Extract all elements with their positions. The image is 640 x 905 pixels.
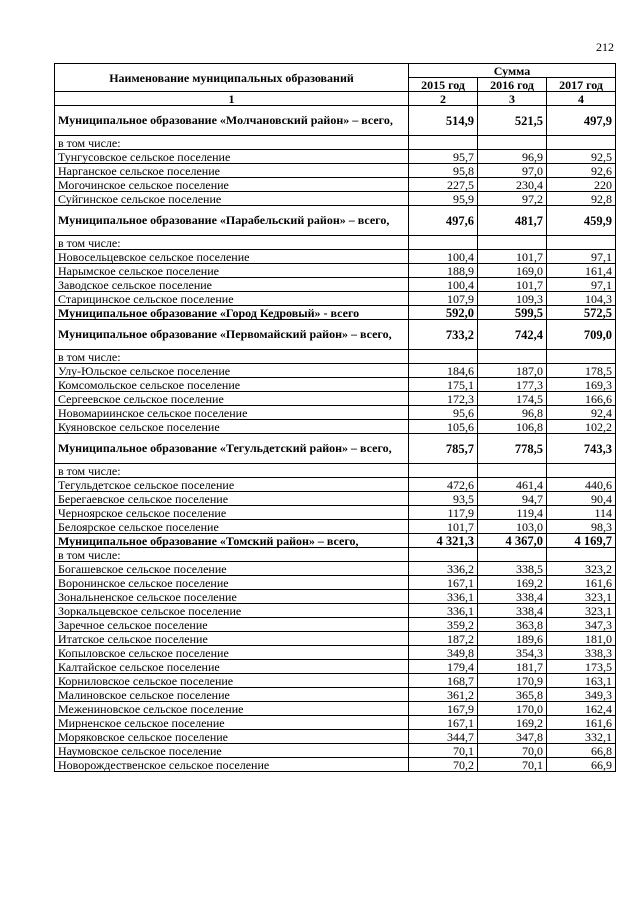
value-2017-cell: 169,3 bbox=[547, 378, 616, 392]
table-row bbox=[55, 406, 616, 420]
value-2015-cell: 175,1 bbox=[409, 378, 478, 392]
table-row bbox=[55, 590, 616, 604]
municipality-name-cell: Заречное сельское поселение bbox=[55, 618, 409, 632]
table-row bbox=[55, 604, 616, 618]
value-2017-cell: 338,3 bbox=[547, 646, 616, 660]
municipality-name-cell: Куяновское сельское поселение bbox=[55, 420, 409, 434]
value-2015-cell: 172,3 bbox=[409, 392, 478, 406]
municipality-name-cell: Калтайское сельское поселение bbox=[55, 660, 409, 674]
value-2017-cell: 572,5 bbox=[547, 306, 616, 320]
value-2016-cell: 354,3 bbox=[478, 646, 547, 660]
value-2015-cell: 100,4 bbox=[409, 278, 478, 292]
value-2015-cell bbox=[409, 136, 478, 150]
value-2015-cell: 100,4 bbox=[409, 250, 478, 264]
table-body bbox=[55, 106, 616, 772]
table-row bbox=[55, 520, 616, 534]
table-row bbox=[55, 618, 616, 632]
table-row bbox=[55, 702, 616, 716]
subheading-cell: в том числе: bbox=[55, 350, 409, 364]
value-2017-cell: 90,4 bbox=[547, 492, 616, 506]
value-2016-cell: 119,4 bbox=[478, 506, 547, 520]
value-2016-cell: 103,0 bbox=[478, 520, 547, 534]
value-2017-cell bbox=[547, 548, 616, 562]
value-2015-cell: 70,1 bbox=[409, 744, 478, 758]
value-2017-cell: 743,3 bbox=[547, 434, 616, 464]
value-2017-cell: 347,3 bbox=[547, 618, 616, 632]
value-2017-cell: 104,3 bbox=[547, 292, 616, 306]
value-2016-cell bbox=[478, 136, 547, 150]
value-2016-cell bbox=[478, 548, 547, 562]
municipality-name-cell: Берегаевское сельское поселение bbox=[55, 492, 409, 506]
table-row bbox=[55, 646, 616, 660]
value-2015-cell bbox=[409, 350, 478, 364]
budget-table bbox=[54, 63, 616, 772]
header-year-2017: 2017 год bbox=[547, 78, 616, 92]
value-2015-cell: 95,6 bbox=[409, 406, 478, 420]
value-2015-cell: 785,7 bbox=[409, 434, 478, 464]
value-2017-cell: 4 169,7 bbox=[547, 534, 616, 548]
table-row bbox=[55, 392, 616, 406]
municipality-name-cell: Сергеевское сельское поселение bbox=[55, 392, 409, 406]
table-row bbox=[55, 674, 616, 688]
value-2015-cell: 188,9 bbox=[409, 264, 478, 278]
municipality-name-cell: Новомариинское сельское поселение bbox=[55, 406, 409, 420]
value-2015-cell: 167,1 bbox=[409, 716, 478, 730]
value-2016-cell: 187,0 bbox=[478, 364, 547, 378]
value-2017-cell: 114 bbox=[547, 506, 616, 520]
table-row bbox=[55, 420, 616, 434]
table-row bbox=[55, 506, 616, 520]
municipality-name-cell: Итатское сельское поселение bbox=[55, 632, 409, 646]
value-2017-cell: 161,6 bbox=[547, 716, 616, 730]
value-2016-cell: 521,5 bbox=[478, 106, 547, 136]
table-row bbox=[55, 106, 616, 136]
municipality-name-cell: Нарымское сельское поселение bbox=[55, 264, 409, 278]
table-row bbox=[55, 350, 616, 364]
table-row bbox=[55, 576, 616, 590]
value-2016-cell: 101,7 bbox=[478, 250, 547, 264]
value-2017-cell: 459,9 bbox=[547, 206, 616, 236]
table-row bbox=[55, 320, 616, 350]
column-index: 2 bbox=[409, 92, 478, 106]
subheading-cell: в том числе: bbox=[55, 464, 409, 478]
table-row bbox=[55, 716, 616, 730]
header-sum: Сумма bbox=[409, 64, 616, 78]
value-2017-cell: 161,6 bbox=[547, 576, 616, 590]
value-2016-cell: 96,8 bbox=[478, 406, 547, 420]
value-2016-cell: 169,0 bbox=[478, 264, 547, 278]
value-2016-cell: 97,0 bbox=[478, 164, 547, 178]
value-2015-cell: 167,1 bbox=[409, 576, 478, 590]
table-row bbox=[55, 464, 616, 478]
value-2017-cell: 163,1 bbox=[547, 674, 616, 688]
subheading-cell: в том числе: bbox=[55, 136, 409, 150]
value-2015-cell: 167,9 bbox=[409, 702, 478, 716]
column-index: 1 bbox=[55, 92, 409, 106]
value-2016-cell: 177,3 bbox=[478, 378, 547, 392]
header-year-2016: 2016 год bbox=[478, 78, 547, 92]
value-2016-cell: 70,0 bbox=[478, 744, 547, 758]
municipality-name-cell: Богашевское сельское поселение bbox=[55, 562, 409, 576]
value-2017-cell: 497,9 bbox=[547, 106, 616, 136]
value-2016-cell: 481,7 bbox=[478, 206, 547, 236]
value-2015-cell: 349,8 bbox=[409, 646, 478, 660]
table-row bbox=[55, 136, 616, 150]
table-row bbox=[55, 478, 616, 492]
value-2016-cell: 599,5 bbox=[478, 306, 547, 320]
value-2016-cell: 461,4 bbox=[478, 478, 547, 492]
table-row bbox=[55, 278, 616, 292]
municipality-name-cell: Моряковское сельское поселение bbox=[55, 730, 409, 744]
value-2015-cell: 184,6 bbox=[409, 364, 478, 378]
value-2016-cell: 101,7 bbox=[478, 278, 547, 292]
municipality-name-cell: Могочинское сельское поселение bbox=[55, 178, 409, 192]
municipality-name-cell: Муниципальное образование «Первомайский район» – всего, bbox=[55, 320, 409, 350]
value-2017-cell: 92,4 bbox=[547, 406, 616, 420]
page-number: 212 bbox=[596, 40, 614, 54]
value-2016-cell: 109,3 bbox=[478, 292, 547, 306]
value-2015-cell: 117,9 bbox=[409, 506, 478, 520]
value-2016-cell: 106,8 bbox=[478, 420, 547, 434]
value-2015-cell: 361,2 bbox=[409, 688, 478, 702]
municipality-name-cell: Муниципальное образование «Томский район» – всего, bbox=[55, 534, 409, 548]
value-2015-cell: 592,0 bbox=[409, 306, 478, 320]
municipality-name-cell: Заводское сельское поселение bbox=[55, 278, 409, 292]
table-row bbox=[55, 548, 616, 562]
municipality-name-cell: Копыловское сельское поселение bbox=[55, 646, 409, 660]
header-year-2015: 2015 год bbox=[409, 78, 478, 92]
column-index: 4 bbox=[547, 92, 616, 106]
value-2017-cell: 709,0 bbox=[547, 320, 616, 350]
municipality-name-cell: Улу-Юльское сельское поселение bbox=[55, 364, 409, 378]
value-2015-cell: 179,4 bbox=[409, 660, 478, 674]
value-2017-cell: 220 bbox=[547, 178, 616, 192]
value-2016-cell: 338,5 bbox=[478, 562, 547, 576]
value-2015-cell: 107,9 bbox=[409, 292, 478, 306]
value-2015-cell: 95,8 bbox=[409, 164, 478, 178]
value-2015-cell: 70,2 bbox=[409, 758, 478, 772]
municipality-name-cell: Воронинское сельское поселение bbox=[55, 576, 409, 590]
municipality-name-cell: Белоярское сельское поселение bbox=[55, 520, 409, 534]
value-2016-cell: 338,4 bbox=[478, 590, 547, 604]
municipality-name-cell: Новосельцевское сельское поселение bbox=[55, 250, 409, 264]
value-2015-cell bbox=[409, 548, 478, 562]
value-2015-cell: 93,5 bbox=[409, 492, 478, 506]
value-2017-cell bbox=[547, 350, 616, 364]
value-2016-cell: 365,8 bbox=[478, 688, 547, 702]
value-2016-cell: 96,9 bbox=[478, 150, 547, 164]
value-2015-cell: 4 321,3 bbox=[409, 534, 478, 548]
municipality-name-cell: Суйгинское сельское поселение bbox=[55, 192, 409, 206]
value-2017-cell: 162,4 bbox=[547, 702, 616, 716]
value-2017-cell: 349,3 bbox=[547, 688, 616, 702]
value-2017-cell: 97,1 bbox=[547, 250, 616, 264]
value-2017-cell: 323,2 bbox=[547, 562, 616, 576]
value-2017-cell bbox=[547, 236, 616, 250]
value-2016-cell: 94,7 bbox=[478, 492, 547, 506]
value-2015-cell: 95,9 bbox=[409, 192, 478, 206]
value-2015-cell: 101,7 bbox=[409, 520, 478, 534]
value-2017-cell: 92,5 bbox=[547, 150, 616, 164]
municipality-name-cell: Тунгусовское сельское поселение bbox=[55, 150, 409, 164]
value-2016-cell: 742,4 bbox=[478, 320, 547, 350]
municipality-name-cell: Муниципальное образование «Город Кедровый» - всего bbox=[55, 306, 409, 320]
value-2016-cell: 230,4 bbox=[478, 178, 547, 192]
value-2016-cell: 363,8 bbox=[478, 618, 547, 632]
municipality-name-cell: Корниловское сельское поселение bbox=[55, 674, 409, 688]
value-2015-cell: 187,2 bbox=[409, 632, 478, 646]
value-2015-cell: 227,5 bbox=[409, 178, 478, 192]
value-2017-cell: 178,5 bbox=[547, 364, 616, 378]
value-2016-cell: 170,0 bbox=[478, 702, 547, 716]
value-2016-cell: 174,5 bbox=[478, 392, 547, 406]
subheading-cell: в том числе: bbox=[55, 548, 409, 562]
value-2017-cell: 323,1 bbox=[547, 590, 616, 604]
value-2016-cell: 4 367,0 bbox=[478, 534, 547, 548]
value-2015-cell: 733,2 bbox=[409, 320, 478, 350]
table-row bbox=[55, 164, 616, 178]
value-2016-cell: 70,1 bbox=[478, 758, 547, 772]
value-2015-cell bbox=[409, 464, 478, 478]
municipality-name-cell: Черноярское сельское поселение bbox=[55, 506, 409, 520]
column-index: 3 bbox=[478, 92, 547, 106]
value-2016-cell: 169,2 bbox=[478, 576, 547, 590]
table-row bbox=[55, 192, 616, 206]
value-2017-cell: 332,1 bbox=[547, 730, 616, 744]
value-2016-cell: 170,9 bbox=[478, 674, 547, 688]
municipality-name-cell: Зональненское сельское поселение bbox=[55, 590, 409, 604]
table-row bbox=[55, 206, 616, 236]
municipality-name-cell: Малиновское сельское поселение bbox=[55, 688, 409, 702]
table-row bbox=[55, 364, 616, 378]
value-2017-cell: 97,1 bbox=[547, 278, 616, 292]
value-2017-cell bbox=[547, 136, 616, 150]
value-2015-cell: 336,2 bbox=[409, 562, 478, 576]
value-2017-cell: 323,1 bbox=[547, 604, 616, 618]
value-2015-cell: 359,2 bbox=[409, 618, 478, 632]
value-2017-cell: 440,6 bbox=[547, 478, 616, 492]
value-2017-cell: 173,5 bbox=[547, 660, 616, 674]
value-2016-cell bbox=[478, 236, 547, 250]
value-2016-cell: 338,4 bbox=[478, 604, 547, 618]
value-2017-cell: 166,6 bbox=[547, 392, 616, 406]
table-row bbox=[55, 292, 616, 306]
table-row bbox=[55, 534, 616, 548]
table-row bbox=[55, 744, 616, 758]
municipality-name-cell: Мирненское сельское поселение bbox=[55, 716, 409, 730]
value-2015-cell: 344,7 bbox=[409, 730, 478, 744]
value-2017-cell: 92,6 bbox=[547, 164, 616, 178]
table-row bbox=[55, 758, 616, 772]
value-2017-cell: 66,9 bbox=[547, 758, 616, 772]
table-row bbox=[55, 236, 616, 250]
value-2016-cell: 169,2 bbox=[478, 716, 547, 730]
table-row bbox=[55, 150, 616, 164]
table-row bbox=[55, 250, 616, 264]
table-row bbox=[55, 378, 616, 392]
value-2015-cell: 514,9 bbox=[409, 106, 478, 136]
value-2017-cell: 92,8 bbox=[547, 192, 616, 206]
value-2015-cell: 497,6 bbox=[409, 206, 478, 236]
municipality-name-cell: Межениновское сельское поселение bbox=[55, 702, 409, 716]
value-2016-cell: 347,8 bbox=[478, 730, 547, 744]
table-row bbox=[55, 632, 616, 646]
value-2017-cell: 66,8 bbox=[547, 744, 616, 758]
municipality-name-cell: Нарганское сельское поселение bbox=[55, 164, 409, 178]
municipality-name-cell: Наумовское сельское поселение bbox=[55, 744, 409, 758]
table-row bbox=[55, 730, 616, 744]
table-row bbox=[55, 562, 616, 576]
value-2017-cell: 102,2 bbox=[547, 420, 616, 434]
value-2017-cell: 181,0 bbox=[547, 632, 616, 646]
value-2017-cell: 161,4 bbox=[547, 264, 616, 278]
value-2015-cell: 105,6 bbox=[409, 420, 478, 434]
municipality-name-cell: Зоркальцевское сельское поселение bbox=[55, 604, 409, 618]
value-2016-cell: 181,7 bbox=[478, 660, 547, 674]
value-2017-cell: 98,3 bbox=[547, 520, 616, 534]
value-2015-cell: 336,1 bbox=[409, 604, 478, 618]
table-row bbox=[55, 660, 616, 674]
table-row bbox=[55, 264, 616, 278]
municipality-name-cell: Тегульдетское сельское поселение bbox=[55, 478, 409, 492]
value-2015-cell: 95,7 bbox=[409, 150, 478, 164]
value-2015-cell: 336,1 bbox=[409, 590, 478, 604]
value-2015-cell: 168,7 bbox=[409, 674, 478, 688]
value-2016-cell: 778,5 bbox=[478, 434, 547, 464]
value-2015-cell bbox=[409, 236, 478, 250]
value-2017-cell bbox=[547, 464, 616, 478]
table-row bbox=[55, 688, 616, 702]
municipality-name-cell: Комсомольское сельское поселение bbox=[55, 378, 409, 392]
value-2015-cell: 472,6 bbox=[409, 478, 478, 492]
table-row bbox=[55, 492, 616, 506]
table-row bbox=[55, 178, 616, 192]
municipality-name-cell: Муниципальное образование «Молчановский район» – всего, bbox=[55, 106, 409, 136]
value-2016-cell bbox=[478, 350, 547, 364]
municipality-name-cell: Новорождественское сельское поселение bbox=[55, 758, 409, 772]
subheading-cell: в том числе: bbox=[55, 236, 409, 250]
header-name-column: Наименование муниципальных образований bbox=[55, 64, 409, 92]
value-2016-cell: 97,2 bbox=[478, 192, 547, 206]
value-2016-cell bbox=[478, 464, 547, 478]
table-row bbox=[55, 434, 616, 464]
table-row bbox=[55, 306, 616, 320]
value-2016-cell: 189,6 bbox=[478, 632, 547, 646]
municipality-name-cell: Старицинское сельское поселение bbox=[55, 292, 409, 306]
municipality-name-cell: Муниципальное образование «Тегульдетский район» – всего, bbox=[55, 434, 409, 464]
municipality-name-cell: Муниципальное образование «Парабельский район» – всего, bbox=[55, 206, 409, 236]
